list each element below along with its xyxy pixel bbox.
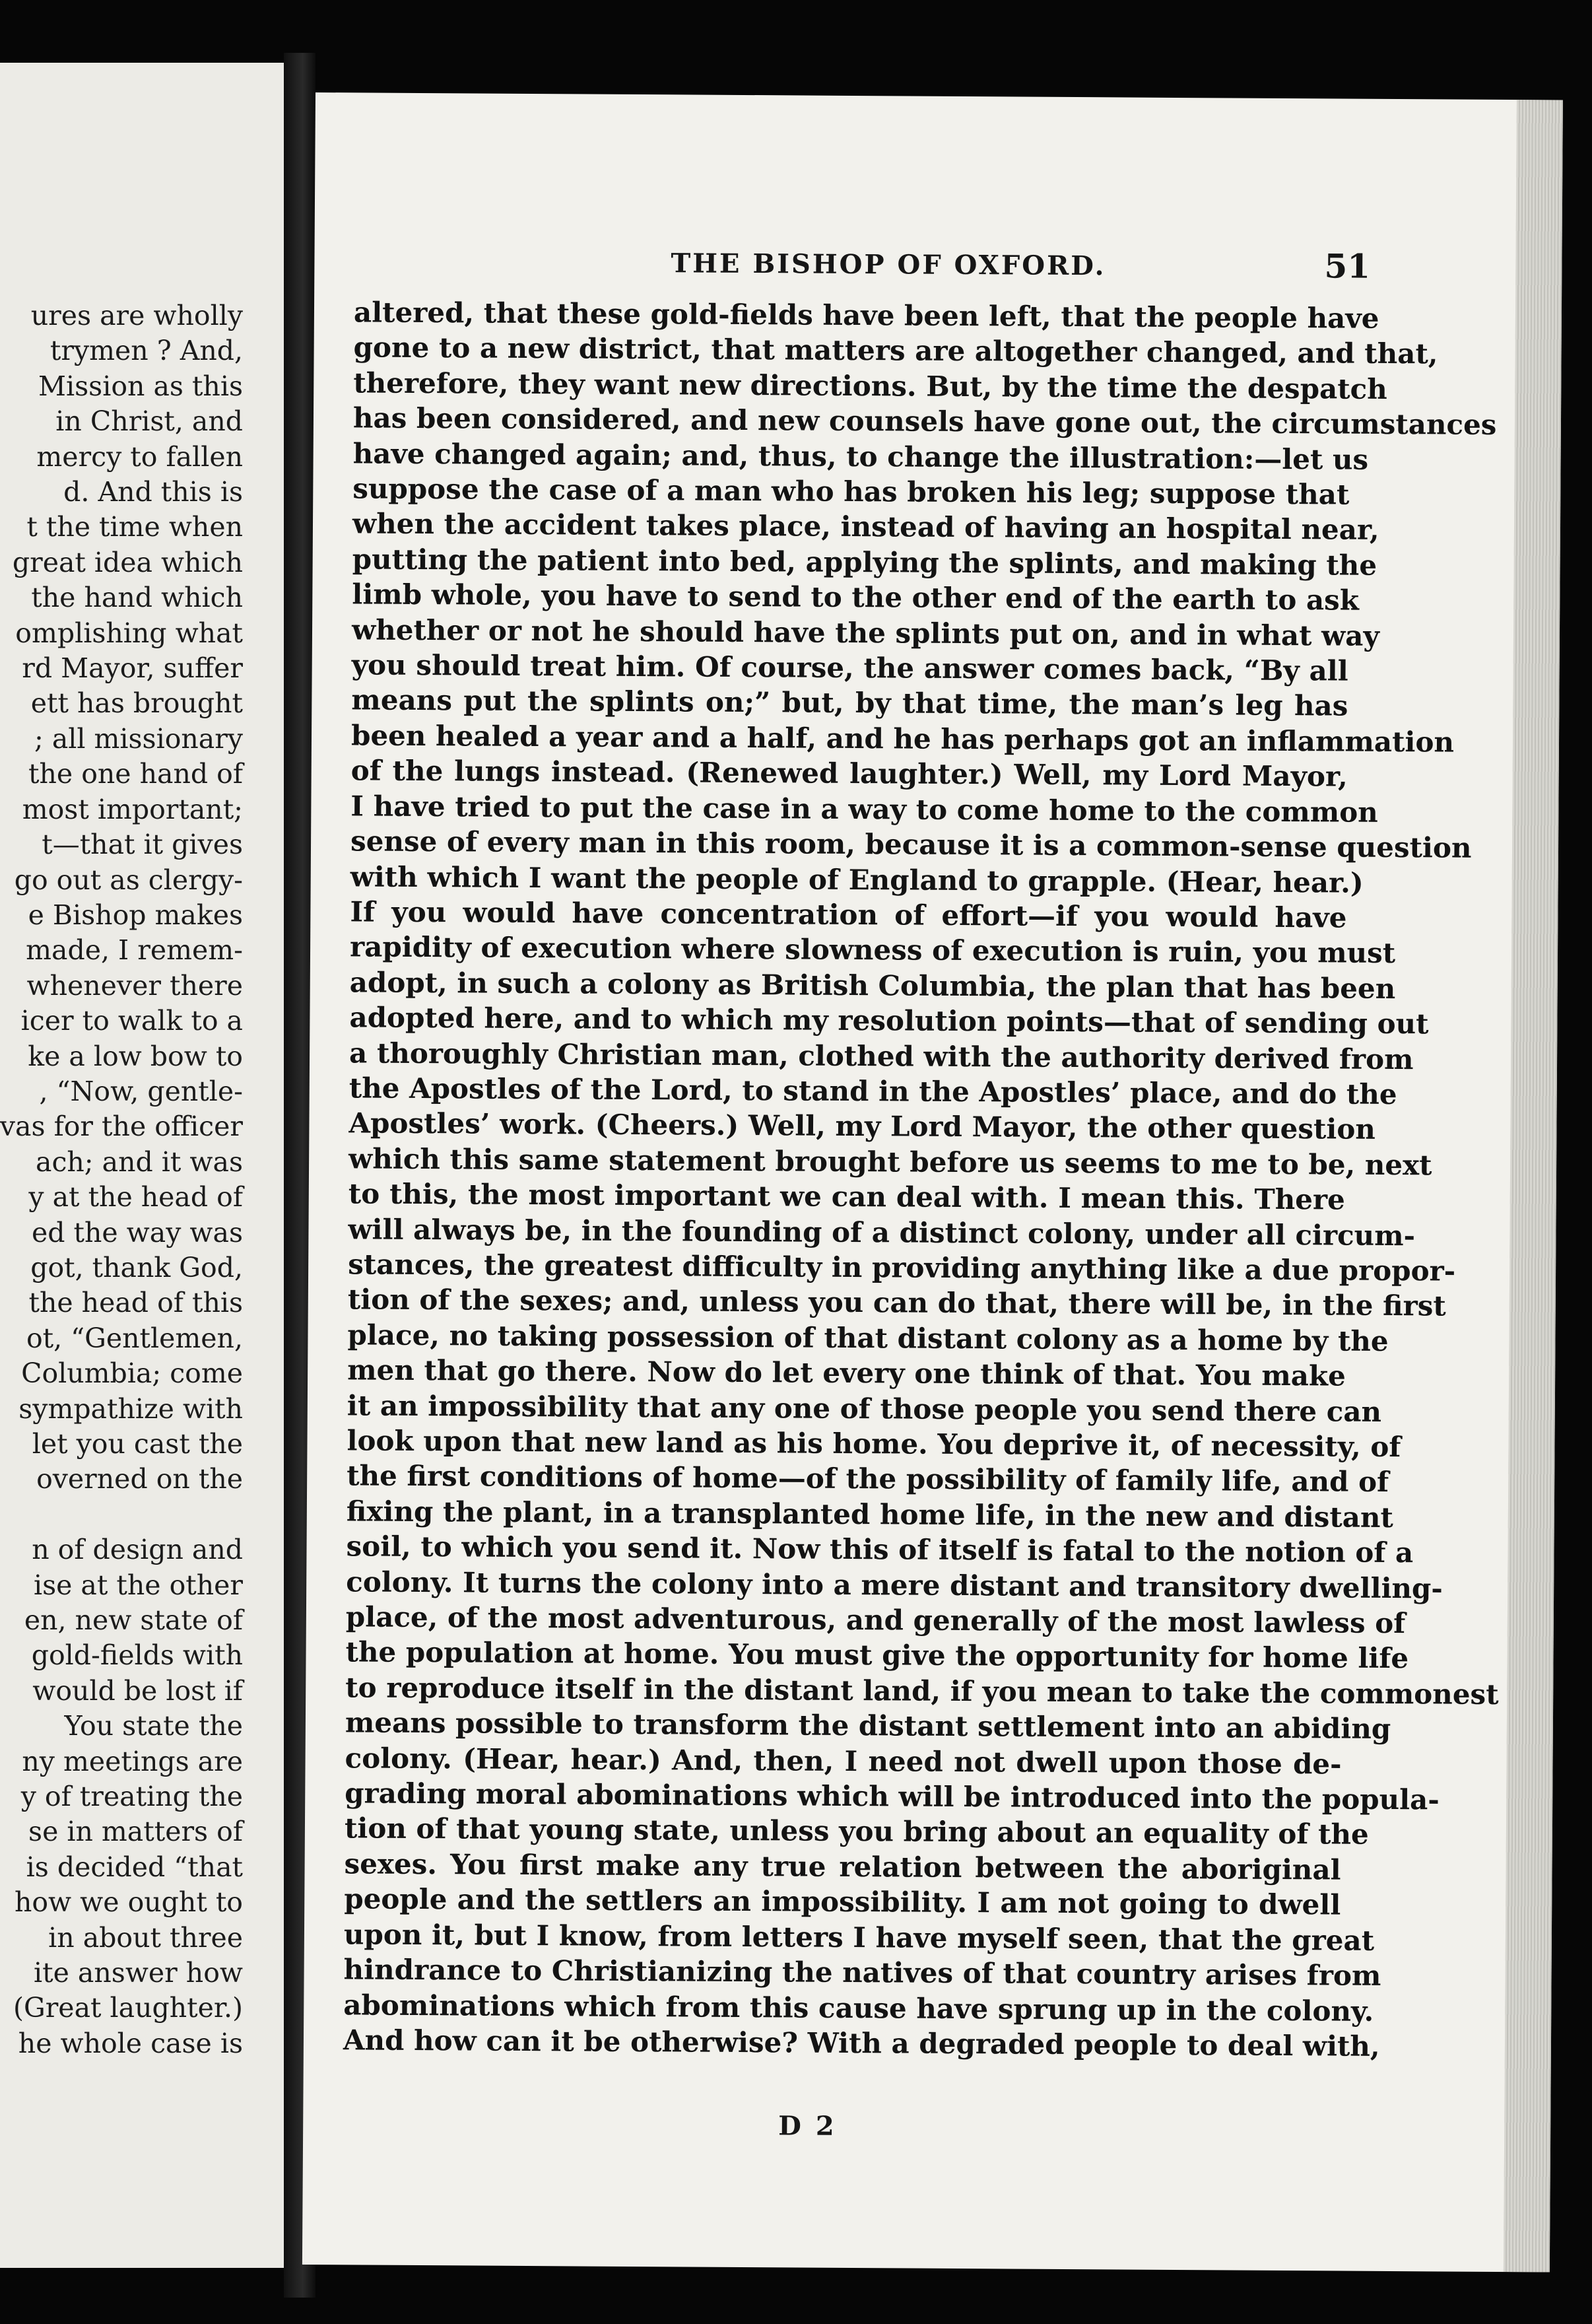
body-text-line: putting the patient into bed, applying the splints, and making the xyxy=(352,543,1377,582)
left-text-line: t—that it gives xyxy=(42,829,243,861)
body-text-line: altered, that these gold-fields have been left, that the people have xyxy=(353,296,1379,335)
left-text-line: made, I remem- xyxy=(26,934,243,967)
body-text-line: abominations which from this cause have sprung up in the colony. xyxy=(343,1988,1374,2028)
left-text-line: ot, “Gentlemen, xyxy=(26,1322,243,1354)
body-text-line: place, of the most adventurous, and generally of the most lawless of xyxy=(345,1600,1406,1640)
body-text-line: will always be, in the founding of a distinct colony, under all circum- xyxy=(348,1212,1416,1252)
signature-mark: D 2 xyxy=(778,2110,837,2142)
left-text-line: would be lost if xyxy=(32,1674,243,1707)
body-text-line: has been considered, and new counsels have gone out, the circumstances xyxy=(352,401,1497,442)
right-page xyxy=(302,92,1563,2272)
body-text-line: the Apostles of the Lord, to stand in the Apostles’ place, and do the xyxy=(348,1072,1397,1111)
body-text-line: when the accident takes place, instead of having an hospital near, xyxy=(352,507,1379,547)
body-text-line: it an impossibility that any one of those people you send there can xyxy=(347,1388,1382,1428)
left-text-line: vas for the officer xyxy=(0,1111,243,1143)
left-text-line: You state the xyxy=(64,1710,243,1742)
body-text-line: sense of every man in this room, because it is a common-sense question xyxy=(350,825,1472,864)
body-text-line: suppose the case of a man who has broken his leg; suppose that xyxy=(352,472,1350,511)
left-text-line: overned on the xyxy=(36,1463,243,1495)
left-text-line: ny meetings are xyxy=(22,1745,243,1777)
body-text-line: stances, the greatest difficulty in providing anything like a due propor- xyxy=(348,1248,1456,1287)
left-text-line: go out as clergy- xyxy=(14,864,243,896)
body-text-line: people and the settlers an impossibility. I am not going to dwell xyxy=(344,1882,1341,1921)
left-text-line: e Bishop makes xyxy=(28,899,243,931)
left-text-line: in about three xyxy=(48,1921,243,1954)
left-text-line: great idea which xyxy=(12,546,243,578)
left-page xyxy=(0,63,286,2268)
left-text-line: y at the head of xyxy=(28,1181,243,1213)
left-text-line: t the time when xyxy=(26,511,243,543)
left-text-line: icer to walk to a xyxy=(20,1005,243,1037)
body-text-line: limb whole, you have to send to the other end of the earth to ask xyxy=(352,578,1360,617)
left-text-line: omplishing what xyxy=(15,617,243,649)
left-text-line: (Great laughter.) xyxy=(13,1992,243,2024)
left-text-line: se in matters of xyxy=(28,1816,243,1848)
body-text-line: place, no taking possession of that distant colony as a home by the xyxy=(347,1318,1389,1357)
body-text-line: the first conditions of home—of the possibility of family life, and of xyxy=(347,1459,1389,1499)
body-text-line: soil, to which you send it. Now this of itself is fatal to the notion of a xyxy=(346,1530,1414,1569)
left-text-line: let you cast the xyxy=(32,1428,243,1460)
running-head: THE BISHOP OF OXFORD. xyxy=(671,248,1106,282)
body-text-line: whether or not he should have the splints put on, and in what way xyxy=(351,613,1380,652)
body-text-line: the population at home. You must give the opportunity for home life xyxy=(345,1635,1409,1675)
body-text-line: been healed a year and a half, and he has perhaps got an inflammation xyxy=(350,719,1455,759)
left-text-line: how we ought to xyxy=(14,1886,243,1919)
body-text-line: upon it, but I know, from letters I have myself seen, that the great xyxy=(343,1918,1375,1957)
body-text-line: hindrance to Christianizing the natives of that country arises from xyxy=(343,1953,1381,1993)
left-text-line: sympathize with xyxy=(18,1392,243,1425)
left-text-line: ise at the other xyxy=(33,1569,243,1601)
body-text-line: means possible to transform the distant settlement into an abiding xyxy=(345,1706,1391,1746)
left-text-line: trymen ? And, xyxy=(50,335,243,367)
body-text-line: tion of that young state, unless you bring about an equality of the xyxy=(344,1812,1369,1851)
body-text-line: sexes. You first make any true relation between the aboriginal xyxy=(344,1847,1341,1886)
left-text-line: ett has brought xyxy=(30,687,243,720)
body-text-line: fixing the plant, in a transplanted home life, in the new and distant xyxy=(346,1495,1394,1534)
body-text-line: of the lungs instead. (Renewed laughter.) Well, my Lord Mayor, xyxy=(350,754,1348,793)
body-text-line: colony. It turns the colony into a mere distant and transitory dwelling- xyxy=(346,1565,1443,1605)
left-text-line: en, new state of xyxy=(24,1604,243,1637)
left-text-line: Columbia; come xyxy=(21,1357,243,1390)
left-text-line: d. And this is xyxy=(63,476,243,508)
left-text-line: most important; xyxy=(22,793,243,825)
body-text-line: men that go there. Now do let every one think of that. You make xyxy=(347,1353,1346,1392)
left-text-line: is decided “that xyxy=(26,1851,243,1883)
left-text-line: ach; and it was xyxy=(36,1145,243,1178)
left-text-line: rd Mayor, suffer xyxy=(22,652,243,685)
body-text-line: colony. (Hear, hear.) And, then, I need not dwell upon those de- xyxy=(345,1741,1342,1781)
left-text-line: in Christ, and xyxy=(55,405,243,438)
body-text xyxy=(343,294,1499,2063)
body-text-line: If you would have concentration of effort—if you would have xyxy=(350,895,1347,934)
left-text-line: ite answer how xyxy=(34,1957,243,1989)
left-text-line: got, thank God, xyxy=(30,1251,243,1283)
body-text-line: adopt, in such a colony as British Columbia, the plan that has been xyxy=(349,966,1396,1005)
body-text-line: Apostles’ work. (Cheers.) Well, my Lord Mayor, the other question xyxy=(348,1107,1376,1146)
body-text-line: grading moral abominations which will be introduced into the popula- xyxy=(345,1777,1440,1816)
left-text-line: gold-fields with xyxy=(31,1639,243,1672)
left-text-line: whenever there xyxy=(26,969,243,1002)
left-page-text xyxy=(0,298,243,2061)
body-text-line: adopted here, and to which my resolution points—that of sending out xyxy=(349,1001,1429,1041)
body-text-line: rapidity of execution where slowness of execution is ruin, you must xyxy=(349,930,1396,970)
body-text-line: have changed again; and, thus, to change the illustration:—let us xyxy=(352,436,1369,476)
left-text-line: Mission as this xyxy=(38,370,243,402)
left-text-line: ke a low bow to xyxy=(28,1040,243,1072)
left-text-line: ; all missionary xyxy=(34,722,243,755)
page-edge xyxy=(1504,100,1563,2272)
left-text-line: he whole case is xyxy=(18,2027,243,2059)
left-text-line: the head of this xyxy=(28,1287,243,1319)
left-text-line: ed the way was xyxy=(31,1216,243,1248)
left-text-line: , “Now, gentle- xyxy=(39,1075,243,1107)
body-text-line: you should treat him. Of course, the answer comes back, “By all xyxy=(351,648,1348,687)
body-text-line: gone to a new district, that matters are altogether changed, and that, xyxy=(353,331,1438,370)
body-text-line: to reproduce itself in the distant land, if you mean to take the commonest xyxy=(345,1671,1499,1711)
body-text-line: tion of the sexes; and, unless you can do that, there will be, in the first xyxy=(347,1283,1446,1322)
body-text-line: which this same statement brought before us seems to me to be, next xyxy=(348,1142,1432,1182)
page-number: 51 xyxy=(1324,246,1371,286)
body-text-line: a thoroughly Christian man, clothed with the authority derived from xyxy=(348,1036,1414,1076)
left-text-line: the one hand of xyxy=(28,758,243,790)
body-text-line: look upon that new land as his home. You deprive it, of necessity, of xyxy=(347,1424,1401,1464)
body-text-line: with which I want the people of England to grapple. (Hear, hear.) xyxy=(350,860,1364,899)
left-text-line: the hand which xyxy=(31,582,243,614)
left-text-line: ures are wholly xyxy=(30,300,243,331)
left-text-line: n of design and xyxy=(32,1534,243,1566)
body-text-line: I have tried to put the case in a way to come home to the common xyxy=(350,790,1378,829)
body-text-line: therefore, they want new directions. But, by the time the despatch xyxy=(353,366,1387,405)
body-text-line: to this, the most important we can deal with. I mean this. There xyxy=(348,1177,1345,1216)
body-text-line: means put the splints on;” but, by that time, the man’s leg has xyxy=(351,683,1348,723)
body-text-line: And how can it be otherwise? With a degraded people to deal with, xyxy=(343,2024,1380,2063)
left-text-line: y of treating the xyxy=(20,1781,243,1813)
left-text-line: mercy to fallen xyxy=(36,440,243,473)
left-text-line xyxy=(0,1497,243,1532)
